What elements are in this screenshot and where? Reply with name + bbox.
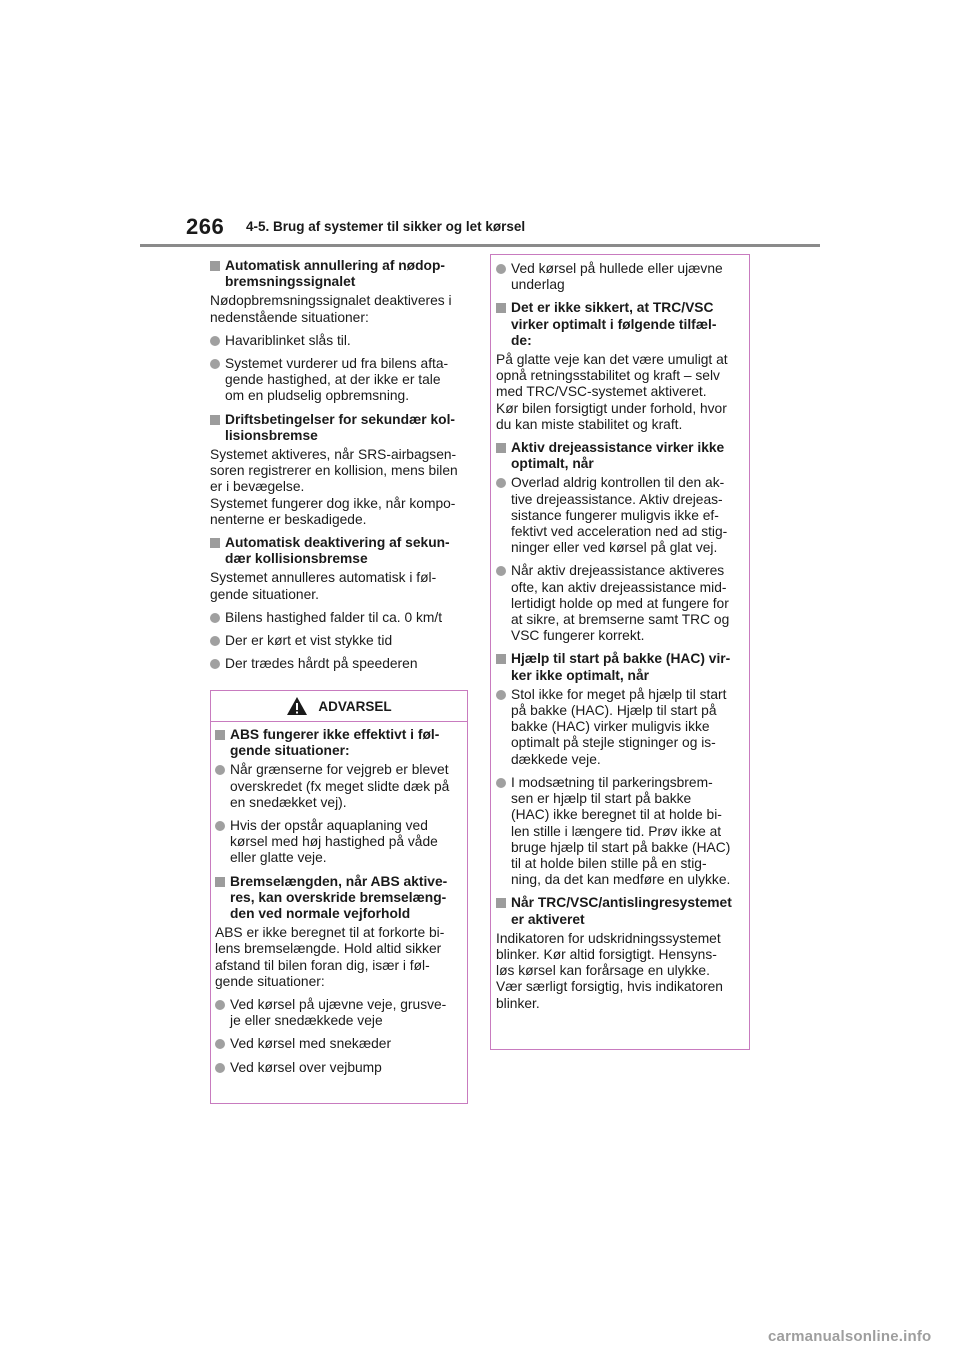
square-bullet-icon (210, 261, 220, 271)
section (210, 412, 466, 528)
round-bullet-icon (496, 264, 506, 274)
round-bullet-icon (210, 659, 220, 669)
section-heading: Automatisk annullering af nødop- bremsningssignalet (210, 258, 466, 290)
section (210, 535, 466, 672)
round-bullet-icon (215, 765, 225, 775)
round-bullet-icon (210, 359, 220, 369)
section-heading: Hjælp til start på bakke (HAC) vir- ker ikke optimalt, når (496, 651, 743, 683)
square-bullet-icon (496, 443, 506, 453)
section-heading: Aktiv drejeassistance virker ikke optimalt, når (496, 440, 743, 472)
section-text: På glatte veje kan det være umuligt at opnå retningsstabilitet og kraft – selv med TRC/VSC-systemet aktiveret. Kør bilen forsigtigt under forhold, hvor du kan miste stabilitet og kraft. (496, 352, 728, 432)
list-item: Når aktiv drejeassistance aktiveres ofte, kan aktiv drejeassistance mid- lertidigt holde op med at fungere for at sikre, at bremserne samt TRC og VSC fungerer korrekt. (496, 563, 743, 644)
list-item: Ved kørsel med snekæder (215, 1036, 461, 1052)
square-bullet-icon (215, 877, 225, 887)
square-bullet-icon (210, 415, 220, 425)
list-item: Ved kørsel over vejbump (215, 1060, 461, 1076)
section-text: ABS er ikke beregnet til at forkorte bi- lens bremselængde. Hold altid sikker afstand til bilen foran dig, især i føl- gende situationer: (215, 925, 445, 989)
section-heading: Når TRC/VSC/antislingresystemet er aktiveret (496, 895, 743, 927)
page-number: 266 (186, 214, 225, 239)
chapter-title: 4-5. Brug af systemer til sikker og let kørsel (246, 219, 526, 234)
round-bullet-icon (215, 1063, 225, 1073)
list-item: Ved kørsel på hullede eller ujævne underlag (496, 261, 743, 293)
list-item: I modsætning til parkeringsbrem- sen er hjælp til start på bakke (HAC) ikke beregnet til at holde bi- len stille i længere tid. Prøv ikke at bruge hjælp til start på bakke (HAC) til at holde bilen stille på en stig- ning, da det kan medføre en ulykke. (496, 775, 743, 888)
section-text: Systemet aktiveres, når SRS-airbagsen- soren registrerer en kollision, mens bilen er i bevægelse. Systemet fungerer dog ikke, når kompo- nenterne er beskadigede. (210, 447, 458, 527)
round-bullet-icon (496, 478, 506, 488)
section-heading: Driftsbetingelser for sekundær kol- lisionsbremse (210, 412, 466, 444)
section-heading: Det er ikke sikkert, at TRC/VSC virker optimalt i følgende tilfæl- de: (496, 300, 743, 349)
left-column (210, 258, 466, 679)
square-bullet-icon (496, 898, 506, 908)
square-bullet-icon (496, 303, 506, 313)
section-heading: Automatisk deaktivering af sekun- dær kollisionsbremse (210, 535, 466, 567)
round-bullet-icon (496, 778, 506, 788)
list-item: Der er kørt et vist stykke tid (210, 633, 466, 649)
section-heading: ABS fungerer ikke effektivt i føl- gende situationer: (215, 727, 461, 759)
round-bullet-icon (210, 613, 220, 623)
header-rule (140, 244, 820, 247)
list-item: Hvis der opstår aquaplaning ved kørsel med høj hastighed på våde eller glatte veje. (215, 818, 461, 867)
round-bullet-icon (210, 336, 220, 346)
watermark-link[interactable]: carmanualsonline.info (768, 1328, 932, 1345)
round-bullet-icon (496, 690, 506, 700)
round-bullet-icon (210, 636, 220, 646)
section (210, 258, 466, 405)
warning-title: ADVARSEL (318, 698, 392, 714)
square-bullet-icon (215, 730, 225, 740)
round-bullet-icon (215, 1039, 225, 1049)
warning-box (210, 690, 468, 1104)
list-item: Der trædes hårdt på speederen (210, 656, 466, 672)
round-bullet-icon (215, 1000, 225, 1010)
list-item: Systemet vurderer ud fra bilens afta- gende hastighed, at der ikke er tale om en pludselig opbremsning. (210, 356, 466, 405)
list-item: Når grænserne for vejgreb er blevet overskredet (fx meget slidte dæk på en snedækket vej). (215, 762, 461, 811)
list-item: Stol ikke for meget på hjælp til start på bakke (HAC). Hjælp til start på bakke (HAC) virker muligvis ikke optimalt på stejle stigninger og is- dækkede veje. (496, 687, 743, 768)
warning-header (211, 691, 467, 722)
round-bullet-icon (496, 566, 506, 576)
right-box (490, 254, 750, 1050)
section-text: Nødopbremsningssignalet deaktiveres i nedenstående situationer: (210, 293, 452, 325)
list-item: Havariblinket slås til. (210, 333, 466, 349)
list-item: Ved kørsel på ujævne veje, grusve- je eller snedækkede veje (215, 997, 461, 1029)
section-heading: Bremselængden, når ABS aktive- res, kan overskride bremselæng- den ved normale vejforhold (215, 874, 461, 923)
square-bullet-icon (210, 538, 220, 548)
section-text: Systemet annulleres automatisk i føl- gende situationer. (210, 570, 437, 602)
section-text: Indikatoren for udskridningssystemet blinker. Kør altid forsigtigt. Hensyns- løs kørsel kan forårsage en ulykke. Vær særligt forsigtig, hvis indikatoren blinker. (496, 930, 723, 1011)
list-item: Overlad aldrig kontrollen til den ak- tive drejeassistance. Aktiv drejeas- sistance fungerer muligvis ikke ef- fektivt ved acceleration ned ad stig- ninger eller ved kørsel på glat vej. (496, 475, 743, 556)
list-item: Bilens hastighed falder til ca. 0 km/t (210, 610, 466, 626)
round-bullet-icon (215, 821, 225, 831)
square-bullet-icon (496, 654, 506, 664)
warning-triangle-icon (286, 696, 308, 716)
